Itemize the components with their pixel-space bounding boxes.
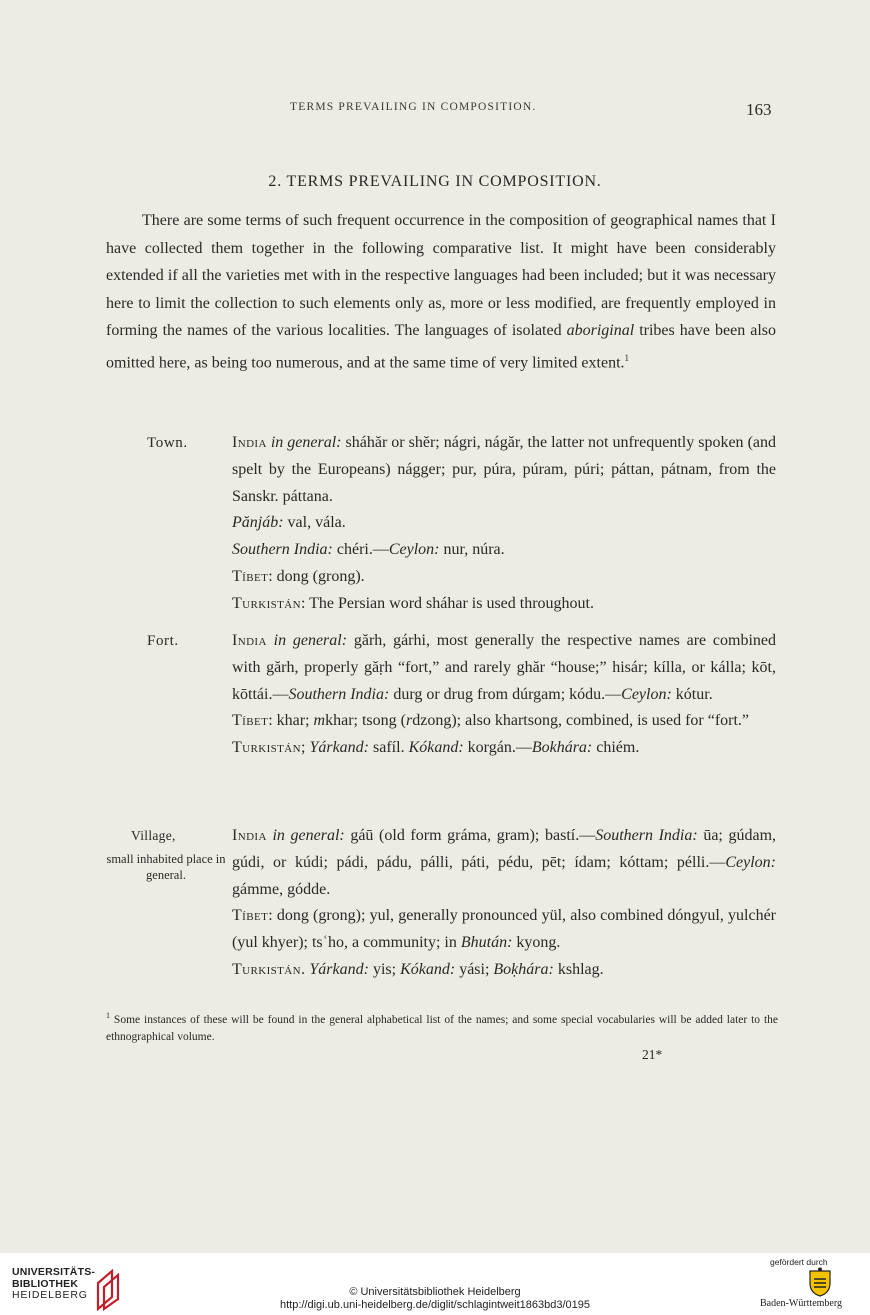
page-number: 163 bbox=[746, 100, 772, 119]
town-south-ceylon: Southern India: chéri.—Ceylon: nur, núra. bbox=[232, 541, 505, 559]
fort-india: India in general: gărh, gárhi, most generally the respective names are combined with gărh, properly găṛh “fort,” and rarely ghăr “house;” hisár; kílla, or kálla; kōt, kōttái.—Southern India: durg or drug from dúrgam; kódu.—Ceylon: kótur. bbox=[232, 632, 777, 703]
ub-heidelberg-logo[interactable]: UNIVERSITÄTS- BIBLIOTHEK HEIDELBERG bbox=[12, 1267, 132, 1311]
town-tibet: Tíbet: dong (grong). bbox=[232, 567, 365, 585]
permalink-url[interactable]: http://digi.ub.uni-heidelberg.de/diglit/schlagintweit1863bd3/0195 bbox=[279, 1299, 591, 1311]
entry-sub-village: small inhabited place in general. bbox=[106, 852, 226, 882]
entry-fort bbox=[232, 628, 776, 762]
entry-label-fort: Fort. bbox=[147, 633, 179, 649]
village-turkistan: Turkistán. Yárkand: yis; Kókand: yási; Boḳhára: kshlag. bbox=[232, 960, 604, 978]
fort-tibet: Tíbet: khar; mkhar; tsong (rdzong); also khartsong, combined, is used for “fort.” bbox=[232, 712, 750, 730]
funded-by-label: gefördert durch bbox=[770, 1257, 828, 1267]
intro-emphasis: aboriginal bbox=[566, 322, 635, 339]
entry-village bbox=[232, 823, 776, 984]
town-india: India in general: sháhăr or shĕr; nágri, nágăr, the latter not unfrequently spoken (and spelt by the Europeans) nágger; pur, púra, púram, púri; páttan, pátnam, from the Sanskr. páttana. bbox=[232, 434, 776, 505]
footnote-number: 1 bbox=[106, 1011, 110, 1020]
printer-signature: 21* bbox=[642, 1047, 663, 1062]
fort-turkistan: Turkistán; Yárkand: safíl. Kókand: korgán.—Bokhára: chiém. bbox=[232, 739, 640, 757]
entry-label-town: Town. bbox=[147, 435, 188, 451]
intro-paragraph: There are some terms of such frequent occurrence in the composition of geographical names that I have collected them together in the following comparative list. It might have been considerably extended if all the varieties met with in the respective languages had been included; but it was necessary here to limit the collection to such elements only as, more or less modified, are frequently employed in forming the names of the various localities. The languages of isolated aboriginal tribes have been also omitted here, as being too numerous, and at the same time of very limited extent.$^1$ bbox=[106, 212, 777, 371]
funder-name: Baden-Württemberg bbox=[760, 1298, 843, 1309]
baden-wuerttemberg-crest-icon bbox=[806, 1267, 834, 1297]
running-head: TERMS PREVAILING IN COMPOSITION. bbox=[290, 101, 537, 113]
entry-town bbox=[232, 430, 776, 618]
copyright-notice: © Universitätsbibliothek Heidelberg bbox=[349, 1286, 521, 1298]
village-tibet: Tíbet: dong (grong); yul, generally pronounced yül, also combined dóngyul, yulchér (yul khyer); tsʿho, a community; in Bhután: kyong. bbox=[232, 907, 776, 952]
town-turkistan: Turkistán: The Persian word sháhar is used throughout. bbox=[232, 594, 594, 612]
village-india: India in general: gáū (old form gráma, gram); bastí.—Southern India: ūa; gúdam, gúdi, or kúdi; pádi, pádu, pálli, páti, pédu, pēt; ídam; kóttam; pélli.—Ceylon: gámme, gódde. bbox=[232, 827, 777, 898]
digitization-footer bbox=[0, 1253, 870, 1315]
footnote: $^1$ Some instances of these will be found in the general alphabetical list of the names; and some special vocabularies will be added later to the ethnographical volume. bbox=[106, 1011, 779, 1043]
section-title: 2. TERMS PREVAILING IN COMPOSITION. bbox=[268, 173, 602, 190]
footnote-marker[interactable]: 1 bbox=[624, 352, 630, 363]
town-panjab: Pănjáb: val, vála. bbox=[232, 514, 346, 532]
entry-label-village: Village, bbox=[131, 828, 176, 843]
